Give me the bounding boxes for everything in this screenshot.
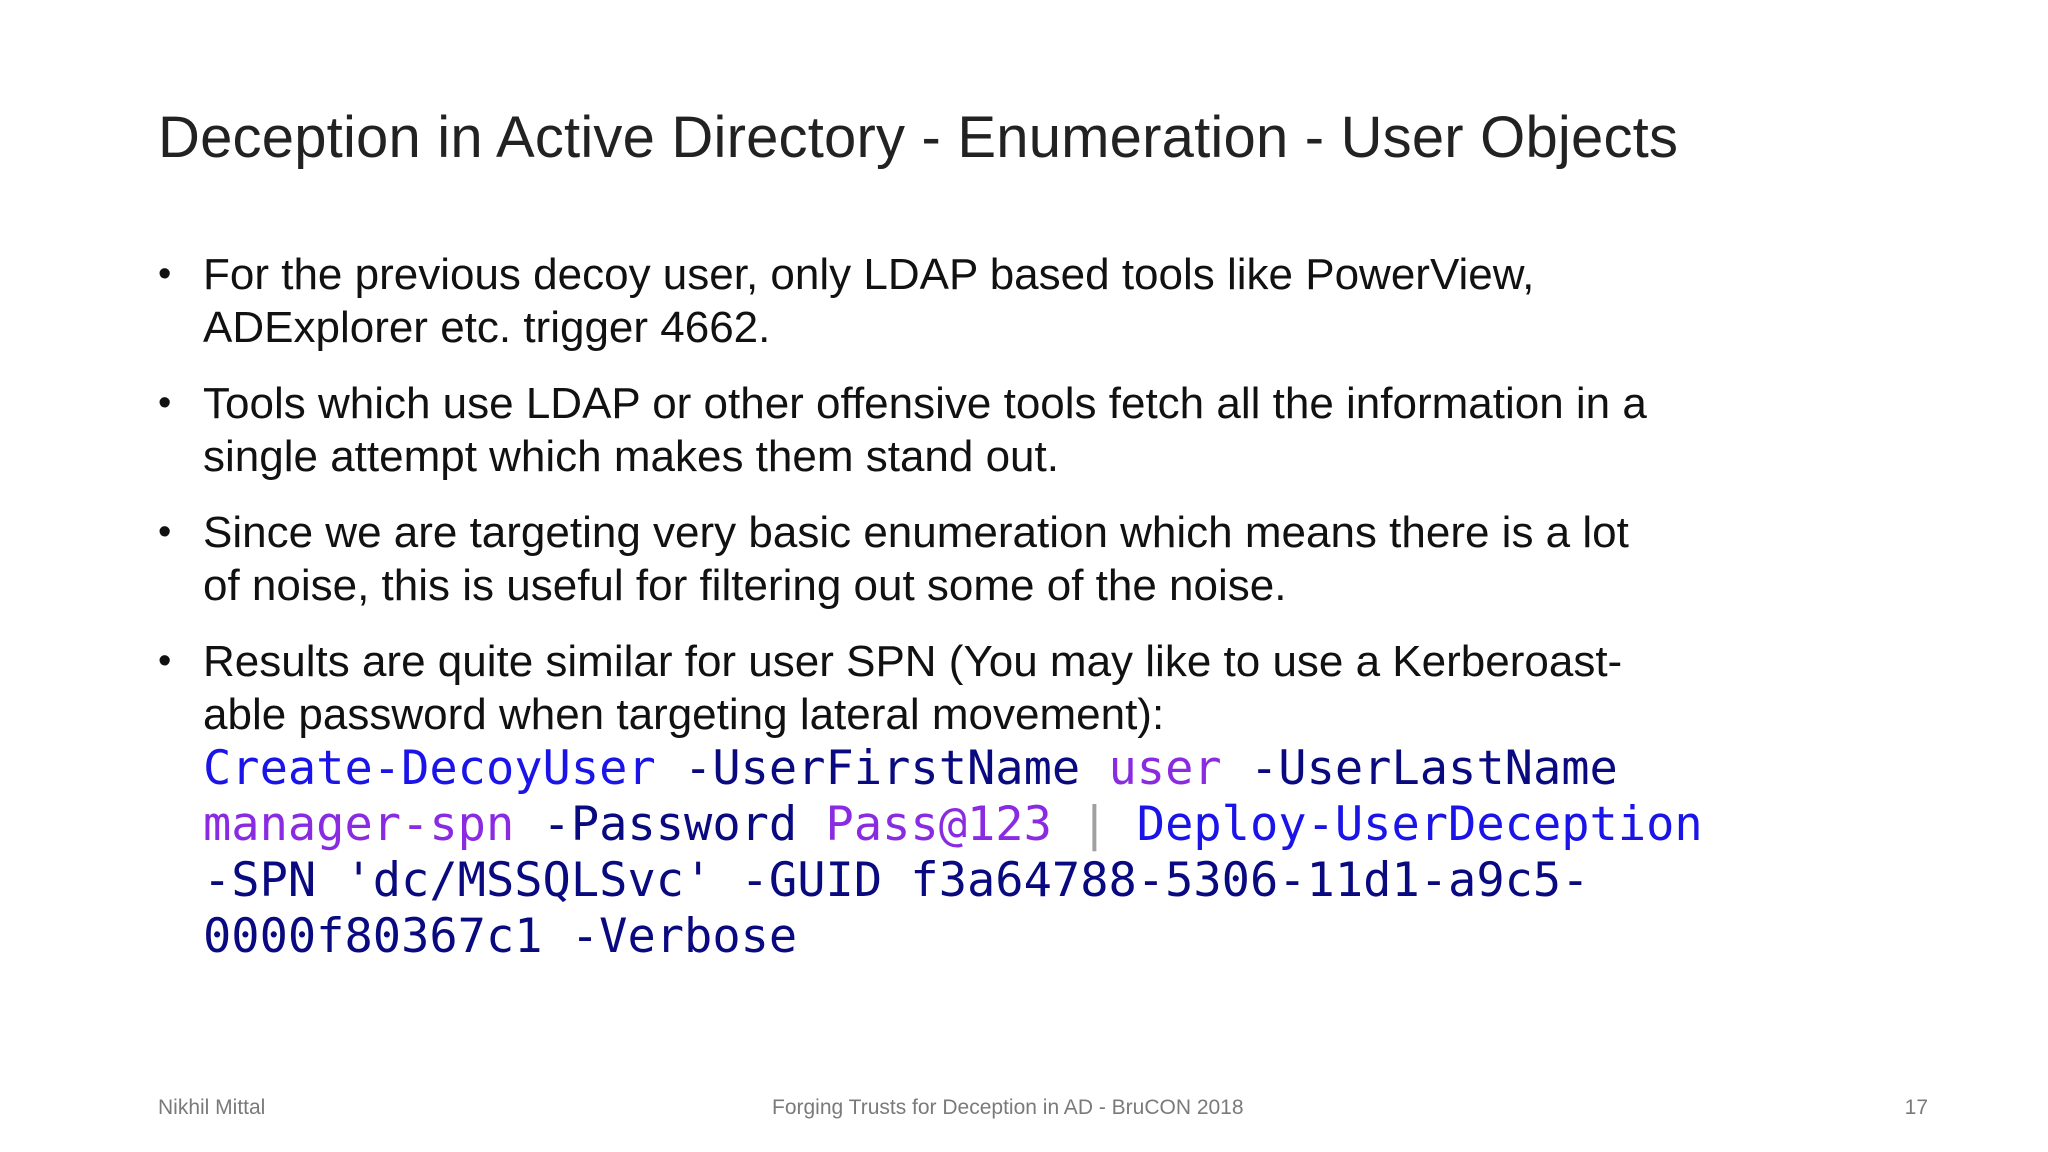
code-line (203, 741, 1918, 797)
code-block (203, 741, 1918, 965)
code-command: Deploy-UserDeception (1136, 797, 1703, 852)
code-line (203, 797, 1918, 853)
code-parameter: -Password (514, 797, 826, 852)
code-value: Pass@123 (825, 797, 1052, 852)
bullet-text-line: of noise, this is useful for filtering out some of the noise. (203, 561, 1287, 610)
code-command: Create-DecoyUser (203, 741, 656, 796)
code-pipe: | (1051, 797, 1137, 852)
bullet-item (158, 506, 1918, 612)
bullet-item (158, 377, 1918, 483)
bullet-text-line: Results are quite similar for user SPN (You may like to use a Kerberoast- (203, 637, 1623, 686)
bullet-text-line: For the previous decoy user, only LDAP based tools like PowerView, (203, 250, 1535, 299)
code-value: manager-spn (203, 797, 515, 852)
bullet-text-line: ADExplorer etc. trigger 4662. (203, 303, 771, 352)
page-number: 17 (1904, 1096, 1928, 1119)
bullet-text-line: able password when targeting lateral movement): (203, 690, 1165, 739)
bullet-dot-icon: • (158, 382, 172, 424)
code-line: 0000f80367c1 -Verbose (203, 909, 798, 964)
bullet-item (158, 248, 1918, 354)
code-parameter: -UserLastName (1221, 741, 1618, 796)
code-line: -SPN 'dc/MSSQLSvc' -GUID f3a64788-5306-11d1-a9c5- (203, 853, 1590, 908)
bullet-dot-icon: • (158, 640, 172, 682)
bullet-dot-icon: • (158, 511, 172, 553)
bullet-text-line: single attempt which makes them stand out. (203, 432, 1059, 481)
code-value: user (1108, 741, 1222, 796)
slide-title: Deception in Active Directory - Enumeration - User Objects (158, 105, 1679, 170)
footer-title: Forging Trusts for Deception in AD - BruCON 2018 (772, 1096, 1244, 1119)
footer-author: Nikhil Mittal (158, 1096, 266, 1119)
bullet-text-line: Since we are targeting very basic enumeration which means there is a lot (203, 508, 1629, 557)
bullet-item (158, 635, 1918, 965)
bullet-text-line: Tools which use LDAP or other offensive tools fetch all the information in a (203, 379, 1647, 428)
bullet-dot-icon: • (158, 253, 172, 295)
code-parameter: -UserFirstName (655, 741, 1109, 796)
bullet-list (158, 248, 1918, 988)
